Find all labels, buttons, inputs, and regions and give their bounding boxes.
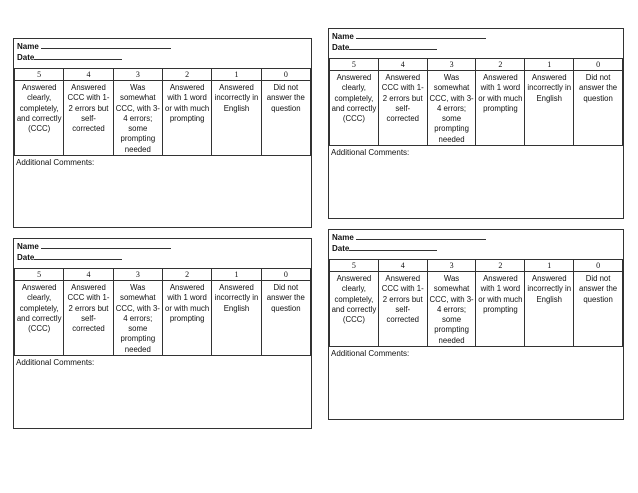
rubric-table bbox=[14, 268, 311, 355]
date-label: Date bbox=[332, 244, 350, 253]
score-5: 5 bbox=[330, 59, 379, 71]
descriptor-row bbox=[330, 71, 623, 146]
descriptor-1: Answered incorrectly in English bbox=[212, 281, 261, 356]
descriptor-0: Did not answer the question bbox=[574, 272, 623, 347]
rubric-card-3 bbox=[13, 238, 312, 429]
descriptor-3: Was somewhat CCC, with 3-4 errors; some prompting needed bbox=[113, 281, 162, 356]
descriptor-row bbox=[330, 272, 623, 347]
rubric-table bbox=[14, 68, 311, 155]
name-field[interactable] bbox=[41, 41, 171, 49]
name-field[interactable] bbox=[356, 31, 486, 39]
comments-area[interactable] bbox=[329, 346, 623, 359]
score-row bbox=[15, 269, 311, 281]
name-field[interactable] bbox=[356, 232, 486, 240]
score-1: 1 bbox=[525, 260, 574, 272]
name-field[interactable] bbox=[41, 241, 171, 249]
score-row bbox=[330, 260, 623, 272]
descriptor-1: Answered incorrectly in English bbox=[525, 272, 574, 347]
date-field[interactable] bbox=[349, 42, 437, 50]
score-0: 0 bbox=[574, 260, 623, 272]
descriptor-4: Answered CCC with 1-2 errors but self-corrected bbox=[64, 81, 113, 156]
descriptor-0: Did not answer the question bbox=[261, 81, 310, 156]
comments-area[interactable] bbox=[14, 355, 311, 368]
descriptor-0: Did not answer the question bbox=[574, 71, 623, 146]
descriptor-5: Answered clearly, completely, and correctly (CCC) bbox=[330, 71, 379, 146]
descriptor-5: Answered clearly, completely, and correctly (CCC) bbox=[15, 81, 64, 156]
score-3: 3 bbox=[427, 260, 476, 272]
name-label: Name bbox=[17, 242, 39, 251]
name-label: Name bbox=[17, 42, 39, 51]
descriptor-3: Was somewhat CCC, with 3-4 errors; some prompting needed bbox=[427, 272, 476, 347]
descriptor-2: Answered with 1 word or with much prompting bbox=[476, 272, 525, 347]
name-label: Name bbox=[332, 233, 354, 242]
score-1: 1 bbox=[212, 269, 261, 281]
rubric-card-1 bbox=[13, 38, 312, 228]
descriptor-5: Answered clearly, completely, and correctly (CCC) bbox=[330, 272, 379, 347]
score-2: 2 bbox=[162, 269, 211, 281]
score-row bbox=[330, 59, 623, 71]
score-0: 0 bbox=[261, 69, 310, 81]
descriptor-0: Did not answer the question bbox=[261, 281, 310, 356]
card-header bbox=[14, 239, 311, 263]
date-label: Date bbox=[332, 43, 350, 52]
score-row bbox=[15, 69, 311, 81]
descriptor-4: Answered CCC with 1-2 errors but self-corrected bbox=[378, 272, 427, 347]
descriptor-5: Answered clearly, completely, and correctly (CCC) bbox=[15, 281, 64, 356]
descriptor-2: Answered with 1 word or with much prompting bbox=[162, 281, 211, 356]
rubric-card-4 bbox=[328, 229, 624, 420]
score-5: 5 bbox=[15, 69, 64, 81]
descriptor-row bbox=[15, 81, 311, 156]
score-0: 0 bbox=[574, 59, 623, 71]
score-4: 4 bbox=[378, 260, 427, 272]
descriptor-4: Answered CCC with 1-2 errors but self-corrected bbox=[378, 71, 427, 146]
score-5: 5 bbox=[330, 260, 379, 272]
comments-label: Additional Comments: bbox=[16, 158, 95, 168]
date-field[interactable] bbox=[34, 52, 122, 60]
score-3: 3 bbox=[113, 69, 162, 81]
descriptor-2: Answered with 1 word or with much prompting bbox=[476, 71, 525, 146]
score-4: 4 bbox=[64, 69, 113, 81]
rubric-table bbox=[329, 58, 623, 145]
descriptor-4: Answered CCC with 1-2 errors but self-corrected bbox=[64, 281, 113, 356]
date-field[interactable] bbox=[349, 243, 437, 251]
date-label: Date bbox=[17, 53, 35, 62]
name-label: Name bbox=[332, 32, 354, 41]
descriptor-3: Was somewhat CCC, with 3-4 errors; some prompting needed bbox=[427, 71, 476, 146]
comments-area[interactable] bbox=[329, 145, 623, 158]
descriptor-1: Answered incorrectly in English bbox=[525, 71, 574, 146]
score-1: 1 bbox=[525, 59, 574, 71]
comments-label: Additional Comments: bbox=[331, 148, 410, 158]
score-2: 2 bbox=[476, 59, 525, 71]
comments-label: Additional Comments: bbox=[16, 358, 95, 368]
score-2: 2 bbox=[162, 69, 211, 81]
score-2: 2 bbox=[476, 260, 525, 272]
score-5: 5 bbox=[15, 269, 64, 281]
score-4: 4 bbox=[64, 269, 113, 281]
comments-area[interactable] bbox=[14, 155, 311, 168]
card-header bbox=[329, 29, 623, 53]
score-1: 1 bbox=[212, 69, 261, 81]
score-3: 3 bbox=[113, 269, 162, 281]
rubric-card-2 bbox=[328, 28, 624, 219]
score-4: 4 bbox=[378, 59, 427, 71]
rubric-table bbox=[329, 259, 623, 346]
descriptor-2: Answered with 1 word or with much prompting bbox=[162, 81, 211, 156]
score-0: 0 bbox=[261, 269, 310, 281]
card-header bbox=[329, 230, 623, 254]
descriptor-1: Answered incorrectly in English bbox=[212, 81, 261, 156]
date-field[interactable] bbox=[34, 252, 122, 260]
score-3: 3 bbox=[427, 59, 476, 71]
date-label: Date bbox=[17, 253, 35, 262]
descriptor-3: Was somewhat CCC, with 3-4 errors; some prompting needed bbox=[113, 81, 162, 156]
descriptor-row bbox=[15, 281, 311, 356]
card-header bbox=[14, 39, 311, 63]
comments-label: Additional Comments: bbox=[331, 349, 410, 359]
